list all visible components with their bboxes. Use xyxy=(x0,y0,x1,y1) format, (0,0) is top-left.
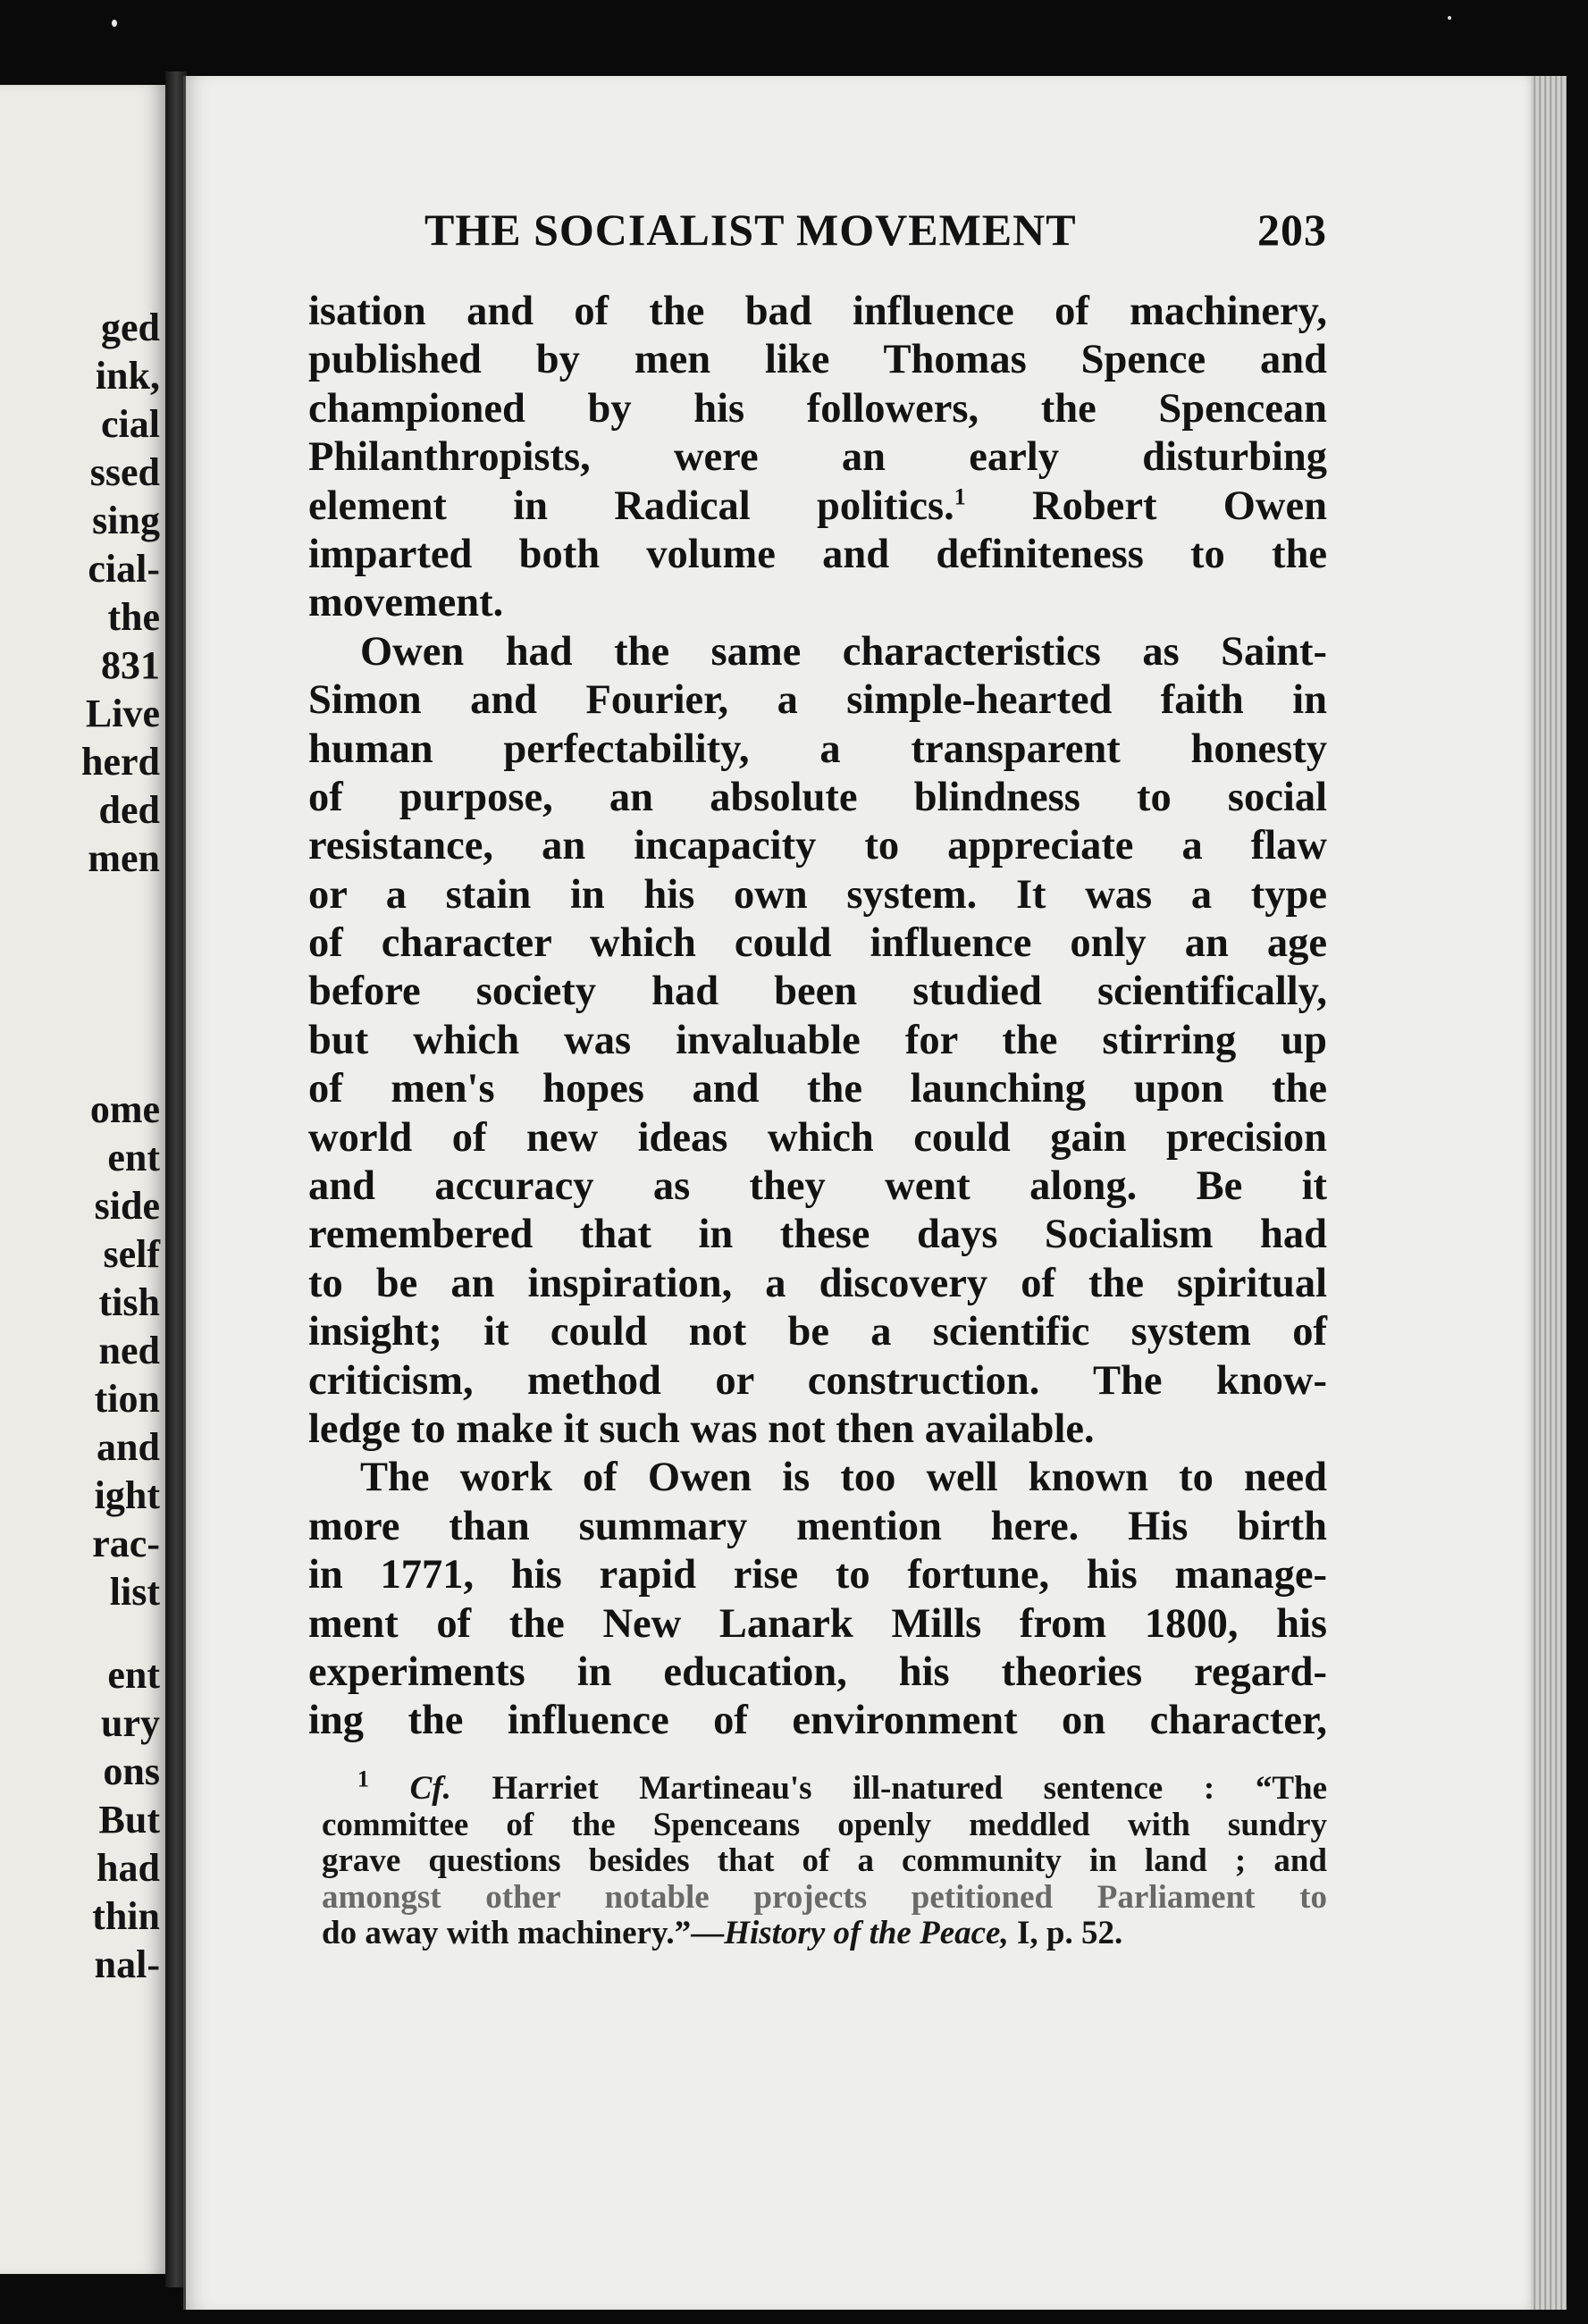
text-line: of purpose, an absolute blindness to social xyxy=(308,774,1327,820)
text-line: ing the influence of environment on character, xyxy=(308,1698,1327,1744)
left-fragment: had xyxy=(97,1846,160,1890)
text-line: Philanthropists, were an early disturbing xyxy=(308,434,1327,481)
left-fragment: thin xyxy=(92,1894,160,1938)
left-fragment: ged xyxy=(101,306,160,349)
text-line: experiments in education, his theories regard- xyxy=(308,1649,1327,1695)
left-fragment: cial- xyxy=(88,547,160,591)
text-line: resistance, an incapacity to appreciate a flaw xyxy=(308,823,1327,869)
left-fragment: and xyxy=(97,1425,160,1469)
left-fragment: 831 xyxy=(101,643,160,687)
left-fragment: ight xyxy=(94,1473,160,1517)
left-fragment: side xyxy=(94,1184,160,1228)
dust-speck xyxy=(1448,16,1451,20)
left-fragment: Live xyxy=(85,692,160,735)
left-fragment: men xyxy=(88,836,160,880)
text-line: ment of the New Lanark Mills from 1800, his xyxy=(308,1600,1327,1647)
text-line: published by men like Thomas Spence and xyxy=(308,337,1327,383)
text-line: more than summary mention here. His birth xyxy=(308,1503,1327,1549)
left-fragment: tish xyxy=(98,1280,160,1324)
footnote xyxy=(322,1766,1328,1952)
footnote-cf: Cf. xyxy=(409,1770,451,1807)
text-line-part: element in Radical politics. xyxy=(308,482,954,529)
text-line: The work of Owen is too well known to need xyxy=(360,1455,1327,1501)
text-line: of character which could influence only an age xyxy=(308,920,1327,967)
left-fragment: ded xyxy=(98,788,160,832)
text-line-part: Robert Owen xyxy=(965,482,1327,529)
text-line: championed by his followers, the Spencean xyxy=(308,385,1327,432)
text-line: movement. xyxy=(308,580,504,626)
footnote-reference: 1 xyxy=(954,483,966,510)
text-line: or a stain in his own system. It was a type xyxy=(308,871,1327,918)
left-fragment: list xyxy=(109,1570,160,1614)
left-fragment: sing xyxy=(92,499,160,542)
left-fragment: ome xyxy=(89,1087,160,1131)
text-line: insight; it could not be a scientific system of xyxy=(308,1309,1327,1355)
left-fragment: rac- xyxy=(92,1522,160,1565)
body-text xyxy=(308,288,1327,1746)
text-line: isation and of the bad influence of machinery, xyxy=(308,289,1327,334)
footnote-line: amongst other notable projects petitioned Parliament to xyxy=(322,1878,1327,1916)
left-fragment: the xyxy=(107,595,160,639)
left-fragment: But xyxy=(98,1798,160,1842)
left-fragment: herd xyxy=(81,740,160,784)
text-line: criticism, method or construction. The know- xyxy=(308,1357,1327,1404)
text-line: Owen had the same characteristics as Saint- xyxy=(360,628,1327,675)
text-line: remembered that in these days Socialism had xyxy=(308,1212,1327,1258)
left-fragment: ink, xyxy=(95,354,160,398)
text-line: but which was invaluable for the stirring up xyxy=(308,1017,1327,1063)
text-line: to be an inspiration, a discovery of the spiritual xyxy=(308,1260,1327,1306)
left-fragment: ssed xyxy=(89,450,160,494)
running-title: THE SOCIALIST MOVEMENT xyxy=(424,205,1077,255)
text-line: world of new ideas which could gain precision xyxy=(308,1114,1327,1161)
left-fragment: cial xyxy=(101,402,160,446)
footnote-source-tail: I, p. 52. xyxy=(1008,1915,1123,1951)
text-line: imparted both volume and definiteness to the xyxy=(308,531,1327,577)
footnote-line xyxy=(322,1766,1328,1808)
text-line xyxy=(308,482,1327,531)
text-line: Simon and Fourier, a simple-hearted faith in xyxy=(308,677,1327,724)
footnote-line-part: do away with machinery.”— xyxy=(322,1915,725,1951)
text-line: in 1771, his rapid rise to fortune, his manage- xyxy=(308,1552,1327,1598)
text-line: of men's hopes and the launching upon the xyxy=(308,1066,1327,1112)
footnote-source-title: History of the Peace, xyxy=(724,1915,1009,1951)
footnote-marker: 1 xyxy=(357,1766,369,1792)
left-fragment: ent xyxy=(107,1136,160,1179)
left-fragment: ent xyxy=(107,1653,160,1697)
page-edge xyxy=(1531,76,1567,2310)
page-number: 203 xyxy=(1257,205,1327,255)
footnote-line: grave questions besides that of a community in land ; and xyxy=(322,1842,1327,1879)
left-fragment: nal- xyxy=(94,1942,160,1986)
left-fragment: tion xyxy=(94,1377,160,1421)
left-fragment: ons xyxy=(103,1749,160,1793)
dust-speck xyxy=(112,20,117,27)
footnote-line-part: Harriet Martineau's ill-natured sentence : “The xyxy=(450,1770,1328,1807)
footnote-line: committee of the Spenceans openly meddled with sundry xyxy=(322,1806,1327,1843)
text-line: before society had been studied scientifically, xyxy=(308,969,1327,1015)
left-fragment: ned xyxy=(98,1329,160,1372)
left-fragment: self xyxy=(103,1232,160,1276)
footnote-line xyxy=(322,1916,1327,1952)
text-line: human perfectability, a transparent honesty xyxy=(308,726,1327,772)
left-fragment: ury xyxy=(101,1701,160,1745)
left-facing-page xyxy=(0,85,168,2274)
text-line: and accuracy as they went along. Be it xyxy=(308,1163,1327,1210)
text-line: ledge to make it such was not then available. xyxy=(308,1405,1095,1452)
